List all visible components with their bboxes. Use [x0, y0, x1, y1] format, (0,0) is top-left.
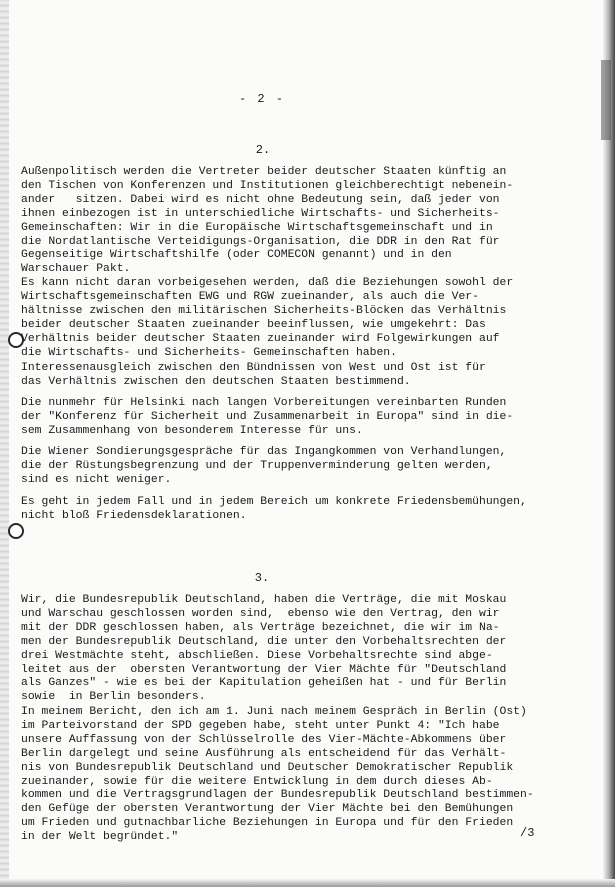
paragraph: In meinem Bericht, den ich am 1. Juni nach meinem Gespräch in Berlin (Ost) im Parteivorstand der SPD gegeben habe, steht unter Punkt 4: "Ich habe unsere Auffassung von der Schlüsselrolle des Vier-Mächte-Abkommens über Berlin dargelegt und seine Ausführung als entscheidend für das Verhält- nis von Bundesrepublik Deutschland und Deutscher Demokratischer Republik zueinander, sowie für die weitere Entwicklung in dem durch dieses Ab- kommen und die Vertragsgrundlagen der Bundesrepublik Deutschland bestimmen- den Gefüge der obersten Verantwortung der Vier Mächte bei den Bemühungen um Frieden und gutnachbarliche Beziehungen in Europa und für den Frieden in der Welt begründet." [21, 706, 534, 844]
scan-edge-left [0, 0, 9, 887]
punch-hole-icon [8, 523, 24, 539]
section-heading: 2. [255, 143, 271, 157]
page-number: - 2 - [238, 92, 285, 106]
paragraph: Es kann nicht daran vorbeigesehen werden, daß die Beziehungen sowohl der Wirtschaftsgemeinschaften EWG und RGW zueinander, als auch die Ver- hältnisse zwischen den militärischen Sicherheits-Blöcken das Verhältnis beider deutscher Staaten zueinander beeinflussen, wie umgekehrt: Das Verhältnis beider deutscher Staaten zueinander wird Folgewirkungen auf die Wirtschafts- und Sicherheits- Gemeinschaften haben. [21, 277, 514, 359]
continuation-note: /3 [520, 826, 535, 840]
scan-edge-right-mark [601, 60, 611, 140]
paragraph: Die Wiener Sondierungsgespräche für das Ingangkommen von Verhandlungen, die der Rüstungsbegrenzung und der Truppenverminderung gelten werden, sind es nicht weniger. [21, 446, 507, 486]
section-heading: 3. [254, 571, 270, 585]
paragraph: Außenpolitisch werden die Vertreter beider deutscher Staaten künftig an den Tischen von Konferenzen und Institutionen gleichberechtigt nebenein- ander sitzen. Dabei wird es nicht ohne Bedeutung sein, daß jeder von ihnen einbezogen ist in unterschiedliche Wirtschafts- und Sicherheits- Gemeinschaften: Wir in die Europäische Wirtschaftsgemeinschaft und in die Nordatlantische Verteidigungs-Organisation, die DDR in den Rat für Gegenseitige Wirtschaftshilfe (oder COMECON genannt) und in den Warschauer Pakt. [21, 166, 514, 276]
paragraph: Die nunmehr für Helsinki nach langen Vorbereitungen vereinbarten Runden der "Konferenz für Sicherheit und Zusammenarbeit in Europa" sind in die- sem Zusammenhang von besonderem Interesse für uns. [21, 397, 514, 437]
paragraph: Es geht in jedem Fall und in jedem Bereich um konkrete Friedensbemühungen, nicht bloß Friedensdeklarationen. [21, 496, 527, 522]
paragraph: Interessenausgleich zwischen den Bündnissen von West und Ost ist für das Verhältnis zwischen den deutschen Staaten bestimmend. [21, 362, 486, 388]
scan-edge-bottom [0, 879, 615, 887]
paragraph: Wir, die Bundesrepublik Deutschland, haben die Verträge, die mit Moskau und Warschau geschlossen worden sind, ebenso wie den Vertrag, den wir mit der DDR geschlossen haben, als Verträge bezeichnet, die wir im Na- men der Bundesrepublik Deutschland, die unter den Vorbehaltsrechten der drei Westmächte steht, abschließen. Diese Vorbehaltsrechte sind abge- leitet aus der obersten Verantwortung der Vier Mächte für "Deutschland als Ganzes" - wie es bei der Kapitulation geheißen hat - und für Berlin sowie in Berlin besonders. [21, 594, 507, 704]
